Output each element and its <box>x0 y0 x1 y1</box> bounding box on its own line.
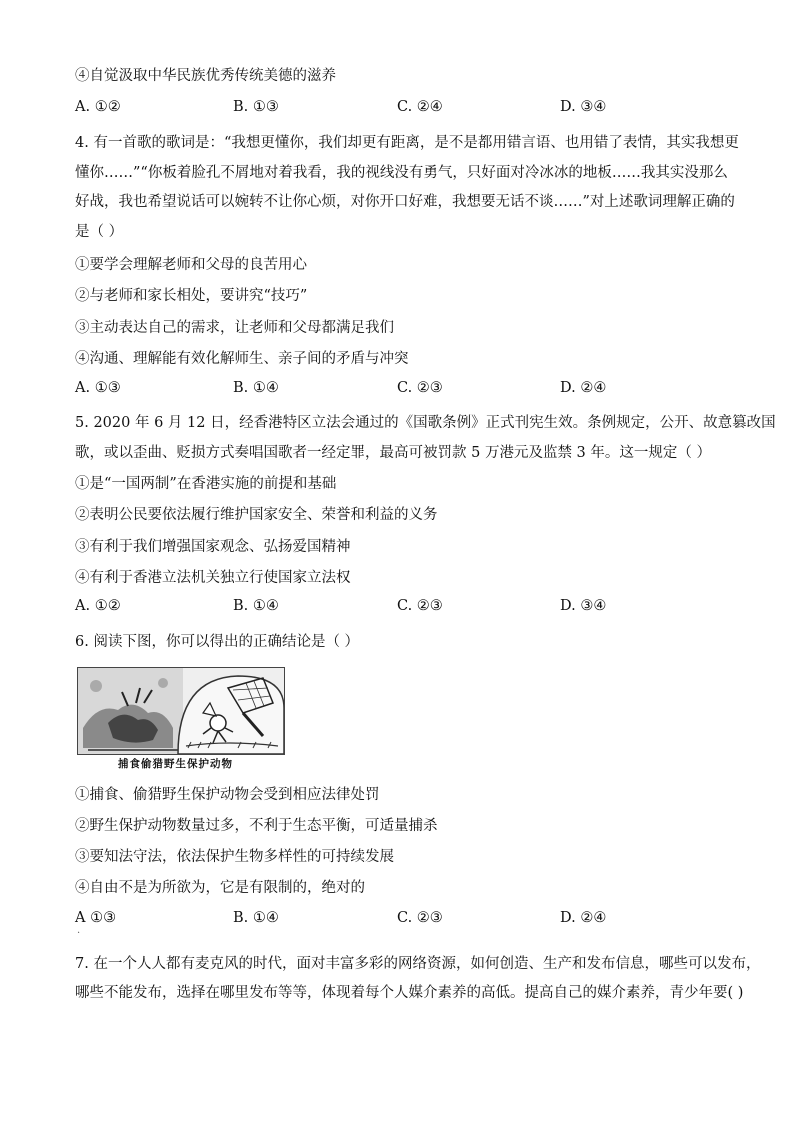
q6-options <box>75 910 735 930</box>
q4-options <box>75 380 735 400</box>
q3-item-4: ④自觉汲取中华民族优秀传统美德的滋养 <box>75 68 336 84</box>
option-a: A. ①③ <box>75 380 121 396</box>
option-c: C. ②③ <box>397 598 443 614</box>
q6-stem: 6. 阅读下图，你可以得出的正确结论是（ ） <box>75 634 360 650</box>
q6-item-2: ②野生保护动物数量过多，不利于生态平衡，可适量捕杀 <box>75 818 438 834</box>
option-d: D. ②④ <box>560 380 607 396</box>
q5-item-4: ④有利于香港立法机关独立行使国家立法权 <box>75 570 351 586</box>
option-c: C. ②③ <box>397 380 443 396</box>
q7-stem-line-2: 哪些不能发布，选择在哪里发布等等，体现着每个人媒介素养的高低。提高自己的媒介素养，青少年要( ) <box>75 985 744 1001</box>
q5-stem-line-2: 歌，或以歪曲、贬损方式奏唱国歌者一经定罪，最高可被罚款 5 万港元及监禁 3 年。这一规定（ ） <box>75 445 711 461</box>
q4-item-4: ④沟通、理解能有效化解师生、亲子间的矛盾与冲突 <box>75 351 409 367</box>
q6-item-4: ④自由不是为所欲为，它是有限制的，绝对的 <box>75 880 365 896</box>
option-b: B. ①③ <box>233 99 279 115</box>
q4-item-2: ②与老师和家长相处，要讲究“技巧” <box>75 288 308 304</box>
option-b: B. ①④ <box>233 910 279 926</box>
option-d: D. ③④ <box>560 99 607 115</box>
option-a: A. ①② <box>75 598 121 614</box>
q4-stem-line-2: 懂你……”“你板着脸孔不屑地对着我看，我的视线没有勇气，只好面对冷冰冰的地板……我其实没那么 <box>75 165 728 181</box>
q4-stem-line-1: 4. 有一首歌的歌词是：“我想更懂你，我们却更有距离，是不是都用错言语、也用错了表情，其实我想更 <box>75 135 739 151</box>
q4-item-3: ③主动表达自己的需求，让老师和父母都满足我们 <box>75 320 394 336</box>
q5-options <box>75 598 735 618</box>
q4-stem-line-4: 是（ ） <box>75 224 124 240</box>
cartoon-caption: 捕食偷猎野生保护动物 <box>118 758 233 770</box>
stray-mark: · <box>77 928 81 939</box>
option-d: D. ②④ <box>560 910 607 926</box>
q7-stem-line-1: 7. 在一个人人都有麦克风的时代，面对丰富多彩的网络资源，如何创造、生产和发布信息，哪些可以发布， <box>75 956 761 972</box>
q4-item-1: ①要学会理解老师和父母的良苦用心 <box>75 257 307 273</box>
q4-stem-line-3: 好战，我也希望说话可以婉转不让你心烦，对你开口好难，我想要无话不谈……”对上述歌词理解正确的 <box>75 194 735 210</box>
option-a: A ①③ <box>75 910 117 926</box>
q5-stem-line-1: 5. 2020 年 6 月 12 日，经香港特区立法会通过的《国歌条例》正式刊宪生效。条例规定，公开、故意篡改国 <box>75 415 776 431</box>
option-c: C. ②③ <box>397 910 443 926</box>
q3-options <box>75 99 735 119</box>
cartoon-image <box>77 667 285 755</box>
cartoon-illustration <box>78 668 284 754</box>
option-b: B. ①④ <box>233 598 279 614</box>
option-c: C. ②④ <box>397 99 443 115</box>
option-d: D. ③④ <box>560 598 607 614</box>
q6-item-3: ③要知法守法，依法保护生物多样性的可持续发展 <box>75 849 394 865</box>
q5-item-2: ②表明公民要依法履行维护国家安全、荣誉和利益的义务 <box>75 507 438 523</box>
option-a: A. ①② <box>75 99 121 115</box>
q5-item-3: ③有利于我们增强国家观念、弘扬爱国精神 <box>75 539 351 555</box>
q6-item-1: ①捕食、偷猎野生保护动物会受到相应法律处罚 <box>75 787 380 803</box>
option-b: B. ①④ <box>233 380 279 396</box>
q5-item-1: ①是“一国两制”在香港实施的前提和基础 <box>75 476 337 492</box>
